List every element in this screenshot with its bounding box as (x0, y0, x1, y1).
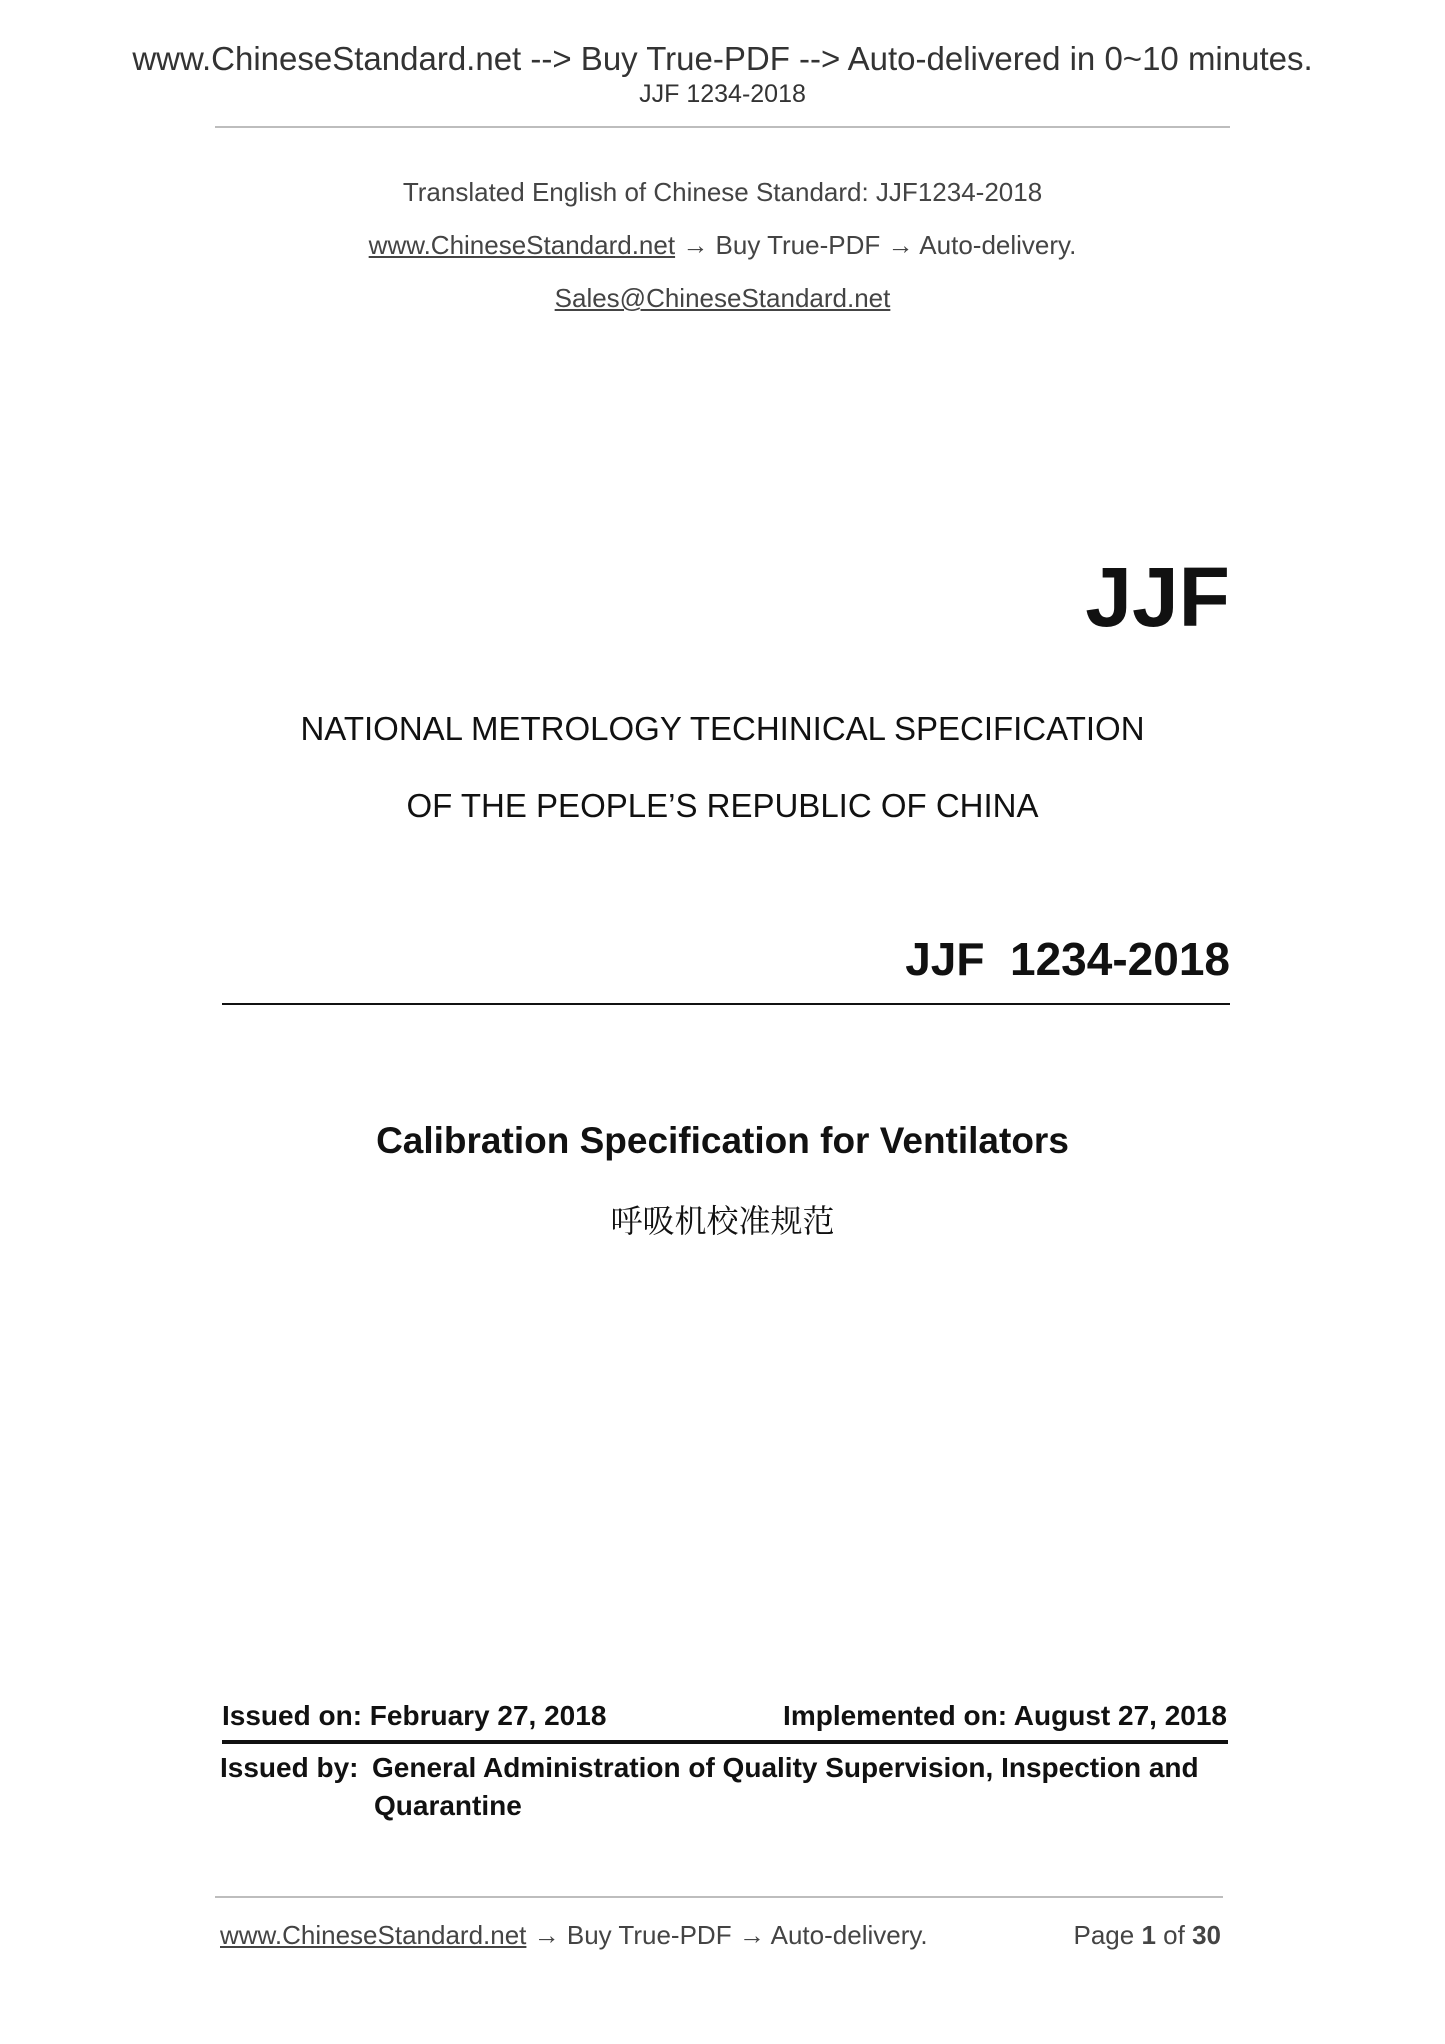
cover-title-line1: NATIONAL METROLOGY TECHINICAL SPECIFICATION (300, 710, 1145, 747)
arrow-icon: → (738, 1920, 765, 1950)
sales-email-link[interactable]: Sales@ChineseStandard.net (554, 283, 891, 313)
translated-line: Translated English of Chinese Standard: JJF1234-2018 (402, 177, 1043, 207)
arrow-icon: → (533, 1920, 560, 1950)
document-title-chinese: 呼吸机校准规范 (610, 1203, 835, 1239)
intro-site-link[interactable]: www.ChineseStandard.net (368, 230, 676, 260)
intro-buy-text: Buy True-PDF (715, 230, 881, 260)
footer-buy-text: Buy True-PDF (566, 1920, 732, 1950)
arrow-icon: → (682, 230, 709, 260)
issued-on: Issued on: February 27, 2018 (222, 1700, 607, 1731)
arrow-icon: → (887, 230, 914, 260)
page-indicator (1073, 1920, 1221, 1951)
footer-delivery-line (220, 1920, 928, 1951)
issued-by-line2: Quarantine (374, 1790, 522, 1821)
intro-auto-text: Auto-delivery. (919, 230, 1077, 260)
cover-title-line2: OF THE PEOPLE’S REPUBLIC OF CHINA (406, 787, 1039, 824)
standard-number-rule (222, 1003, 1230, 1005)
standard-number: JJF 1234-2018 (905, 933, 1230, 985)
header-standard-code: JJF 1234-2018 (639, 80, 806, 108)
page-of-label: of (1163, 1920, 1185, 1950)
page-label: Page (1073, 1920, 1135, 1950)
header-divider (215, 126, 1230, 128)
document-title: Calibration Specification for Ventilators (376, 1120, 1069, 1161)
intro-email-line (0, 283, 1445, 314)
footer-site-link[interactable]: www.ChineseStandard.net (220, 1920, 527, 1950)
implemented-on: Implemented on: August 27, 2018 (783, 1700, 1227, 1731)
issue-rule (222, 1740, 1228, 1744)
footer-divider (215, 1896, 1223, 1898)
intro-delivery-line (0, 230, 1445, 261)
header-banner: www.ChineseStandard.net --> Buy True-PDF --> Auto-delivered in 0~10 minutes. (132, 40, 1313, 77)
footer-auto-text: Auto-delivery. (770, 1920, 928, 1950)
issued-by-line1: General Administration of Quality Supervision, Inspection and (372, 1752, 1199, 1783)
issued-by-label: Issued by: (220, 1752, 359, 1783)
jjf-mark: JJF (1085, 550, 1230, 644)
page-current: 1 (1141, 1920, 1156, 1950)
page-total: 30 (1192, 1920, 1221, 1950)
